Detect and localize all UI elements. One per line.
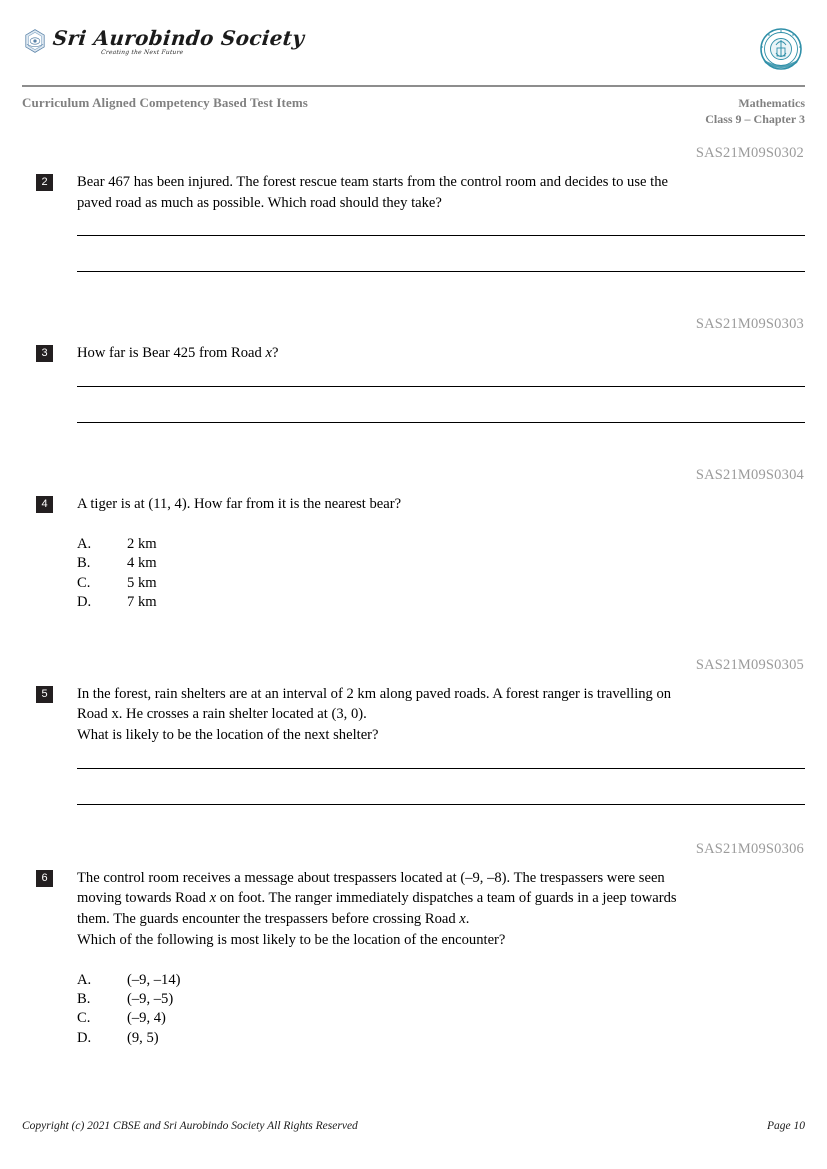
question-stem (77, 868, 805, 951)
question-stem-line: Road x. He crosses a rain shelter located at (3, 0). (77, 706, 367, 723)
answer-write-line[interactable] (77, 804, 805, 805)
question-number-badge: 2 (36, 174, 53, 191)
item-code: SAS21M09S0305 (695, 656, 804, 673)
option-key: C. (77, 1010, 91, 1027)
question-number-badge: 6 (36, 870, 53, 887)
option-value: (–9, –5) (127, 990, 174, 1007)
answer-lines (22, 386, 805, 423)
brand-logo (22, 28, 304, 56)
header-divider (22, 85, 805, 87)
sri-aurobindo-lotus-mark-icon (22, 28, 48, 54)
subject-label: Mathematics (738, 96, 805, 110)
page-number: Page 10 (766, 1120, 805, 1132)
option-value: (–9, –14) (127, 971, 181, 988)
answer-options (22, 535, 805, 613)
brand-tagline: Creating the Next Future (100, 49, 184, 56)
option-key: D. (77, 1029, 92, 1046)
spacer (22, 423, 805, 467)
option-key: D. (77, 594, 92, 611)
question-stem (77, 494, 805, 515)
option-row[interactable] (77, 971, 805, 990)
question-number-badge: 5 (36, 686, 53, 703)
question-stem-line: Which of the following is most likely to be the location of the encounter? (77, 931, 506, 948)
option-row[interactable] (77, 554, 805, 573)
option-row[interactable] (77, 1029, 805, 1048)
option-value: 4 km (127, 555, 157, 572)
option-value: (–9, 4) (127, 1010, 166, 1027)
question-item-6 (22, 841, 805, 1049)
option-key: A. (77, 535, 92, 552)
page-subheader (22, 95, 805, 127)
question-stem-line: The control room receives a message about trespassers located at (–9, –8). The trespassers were seen (77, 869, 665, 886)
option-row[interactable] (77, 593, 805, 612)
option-row[interactable] (77, 1009, 805, 1028)
option-key: B. (77, 555, 91, 572)
option-key: B. (77, 990, 91, 1007)
answer-write-line[interactable] (77, 235, 805, 236)
option-value: 7 km (127, 594, 157, 611)
question-body (22, 684, 805, 746)
spacer (22, 613, 805, 657)
question-item-2 (22, 145, 805, 272)
copyright-text: Copyright (c) 2021 CBSE and Sri Aurobindo Society All Rights Reserved (22, 1120, 358, 1132)
answer-options (22, 971, 805, 1049)
question-stem (77, 343, 805, 364)
answer-write-line[interactable] (77, 422, 805, 423)
question-number-badge: 3 (36, 345, 53, 362)
question-item-4 (22, 467, 805, 612)
answer-lines (22, 235, 805, 272)
brand-wordmark (53, 28, 304, 56)
option-row[interactable] (77, 990, 805, 1009)
question-body (22, 172, 805, 213)
question-stem-line: paved road as much as possible. Which road should they take? (77, 194, 442, 211)
class-chapter-label: Class 9 – Chapter 3 (705, 112, 805, 127)
question-item-5 (22, 657, 805, 805)
questions-container (22, 145, 805, 1048)
answer-write-line[interactable] (77, 271, 805, 272)
spacer (22, 805, 805, 841)
question-body (22, 343, 805, 364)
page-footer (22, 1120, 805, 1132)
option-key: C. (77, 574, 91, 591)
item-code: SAS21M09S0302 (695, 145, 804, 161)
answer-write-line[interactable] (77, 386, 805, 387)
option-row[interactable] (77, 574, 805, 593)
question-stem-line: How far is Bear 425 from Road x? (77, 345, 279, 362)
question-stem (77, 172, 805, 213)
option-key: A. (77, 971, 92, 988)
question-stem-line: moving towards Road x on foot. The ranger immediately dispatches a team of guards in a jeep towards (77, 890, 677, 907)
question-stem-line: What is likely to be the location of the next shelter? (77, 726, 379, 743)
question-body (22, 494, 805, 515)
question-number-badge: 4 (36, 496, 53, 513)
item-code: SAS21M09S0303 (695, 316, 804, 333)
answer-write-line[interactable] (77, 768, 805, 769)
question-stem (77, 684, 805, 746)
brand-name: Sri Aurobindo Society (51, 26, 306, 50)
question-stem-line: A tiger is at (11, 4). How far from it is the nearest bear? (77, 496, 402, 513)
question-stem-line: In the forest, rain shelters are at an interval of 2 km along paved roads. A forest ranger is travelling on (77, 685, 672, 702)
page-header (22, 26, 805, 78)
spacer (22, 272, 805, 316)
option-value: (9, 5) (127, 1029, 159, 1046)
answer-lines (22, 768, 805, 805)
question-body (22, 868, 805, 951)
page-title: Curriculum Aligned Competency Based Test Items (22, 95, 308, 110)
item-code: SAS21M09S0306 (695, 840, 804, 857)
question-stem-line: Bear 467 has been injured. The forest rescue team starts from the control room and decides to use the (77, 174, 668, 190)
question-item-3 (22, 316, 805, 423)
cbse-emblem-icon (757, 26, 805, 74)
option-row[interactable] (77, 535, 805, 554)
option-value: 2 km (127, 535, 157, 552)
subject-block (705, 95, 805, 127)
option-value: 5 km (127, 574, 157, 591)
item-code: SAS21M09S0304 (695, 467, 804, 484)
question-stem-line: them. The guards encounter the trespassers before crossing Road x. (77, 911, 470, 928)
